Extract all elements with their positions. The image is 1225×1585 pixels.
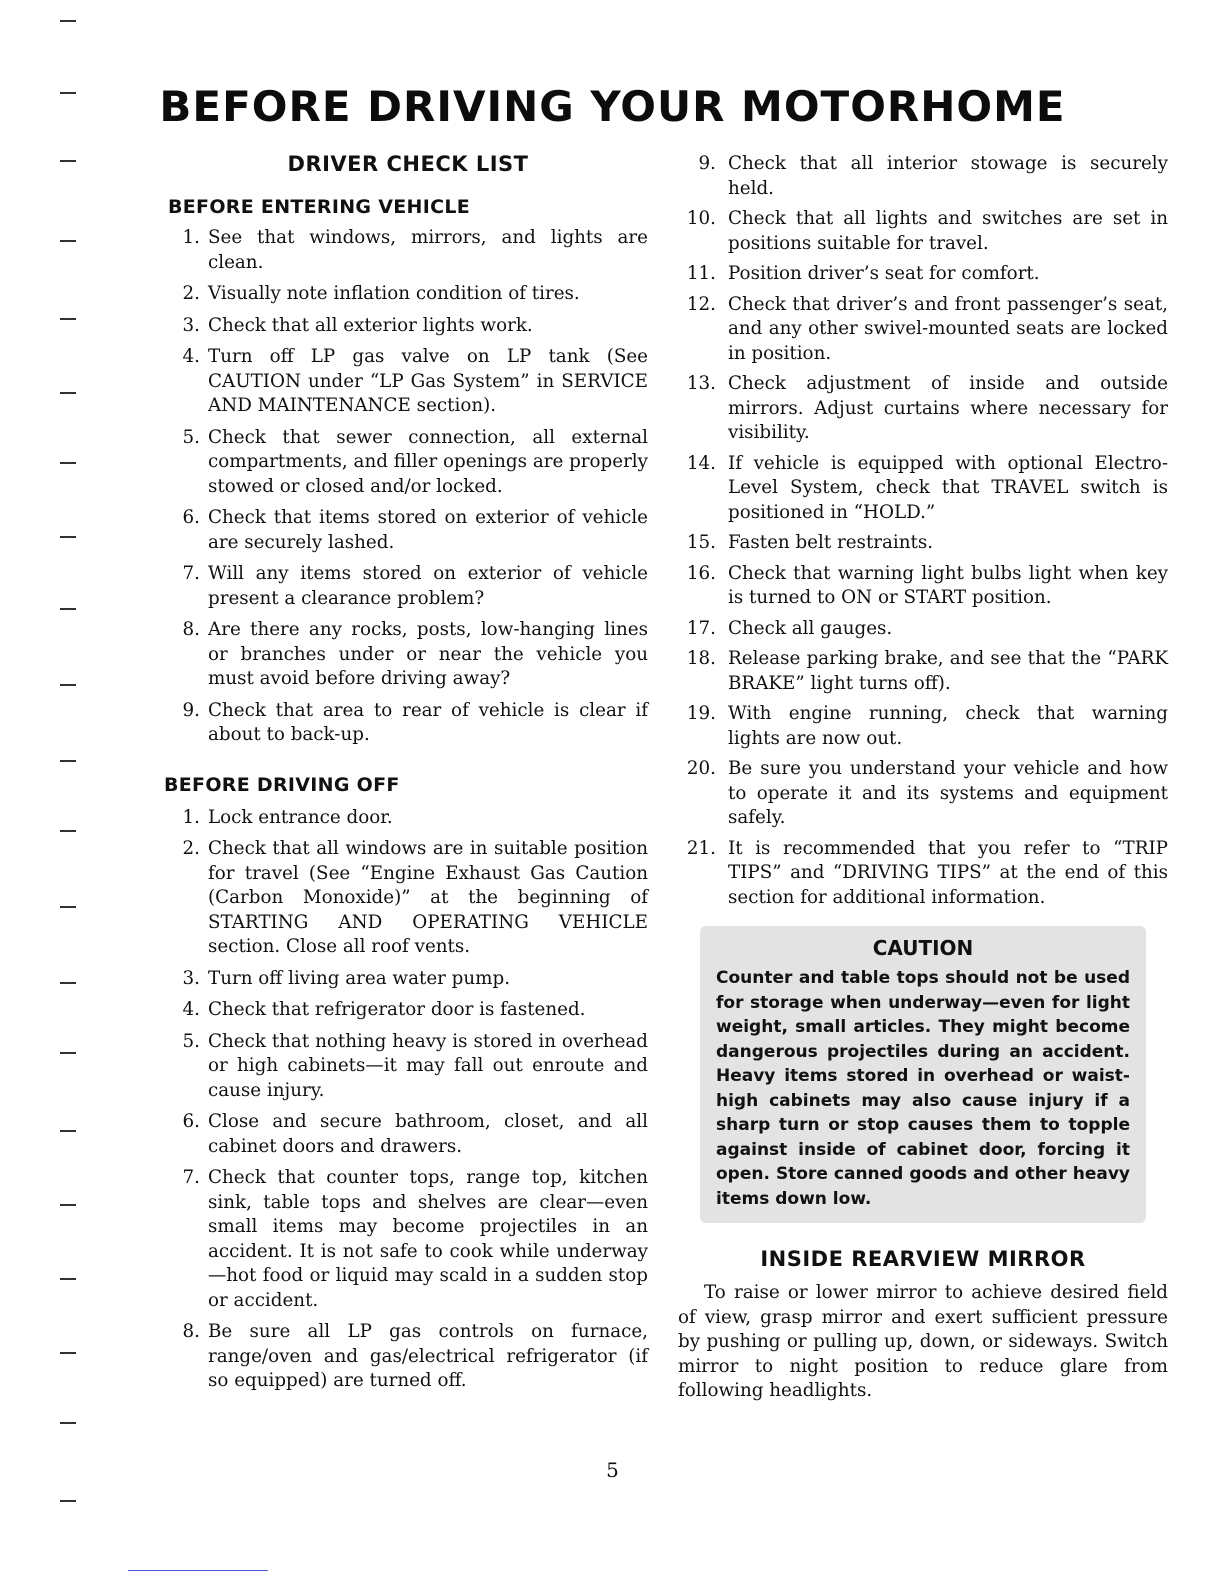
caution-title: CAUTION xyxy=(872,936,974,960)
margin-mark xyxy=(60,240,76,242)
margin-mark xyxy=(60,318,76,320)
list-item: 2. Check that all windows are in suitable position for travel (See “Engine Exhaust Gas Caution (Carbon Monoxide)” at the beginning of STARTING AND OPERATING VEHICLE section. Close all roof vents. xyxy=(182,838,648,957)
margin-mark xyxy=(60,760,76,762)
list-item: 11. Position driver’s seat for comfort. xyxy=(686,263,1040,284)
margin-mark xyxy=(60,160,76,162)
margin-mark xyxy=(60,684,76,686)
margin-mark xyxy=(60,982,76,984)
list-item: 3. Turn off living area water pump. xyxy=(182,967,511,989)
before-driving-heading: BEFORE DRIVING OFF xyxy=(164,773,400,796)
before-entering-heading: BEFORE ENTERING VEHICLE xyxy=(168,196,471,218)
page-title: BEFORE DRIVING YOUR MOTORHOME xyxy=(159,82,1066,131)
list-item: 7. Check that counter tops, range top, kitchen sink, table tops and shelves are clear—even small items may become projectiles in an accident. It is not safe to cook while underway—hot food or liquid may scald in a sudden stop or accident. xyxy=(182,1167,648,1311)
footer-rule xyxy=(128,1570,268,1571)
list-item: 9. Check that area to rear of vehicle is clear if about to back-up. xyxy=(182,699,648,745)
caution-text: Counter and table tops should not be used for storage when underway—even for light weight, small articles. They might become dangerous projectiles during an accident. Heavy items stored in overhead or waist-high cabinets may also cause injury if a sharp turn or stop causes them to topple against inside of cabinet door, forcing it open. Store canned goods and other heavy items down low. xyxy=(716,968,1130,1209)
list-item: 19. With engine running, check that warning lights are now out. xyxy=(686,703,1168,749)
list-item: 5. Check that nothing heavy is stored in overhead or high cabinets—it may fall out enroute and cause injury. xyxy=(182,1030,648,1101)
before-driving-list xyxy=(168,806,648,1394)
list-item: 3. Check that all exterior lights work. xyxy=(182,314,533,336)
continued-checklist xyxy=(678,152,1168,910)
margin-mark xyxy=(60,1204,76,1206)
list-item: 6. Check that items stored on exterior of vehicle are securely lashed. xyxy=(182,507,648,553)
list-item: 15. Fasten belt restraints. xyxy=(686,532,934,553)
left-column xyxy=(164,152,648,1401)
list-item: 5. Check that sewer connection, all external compartments, and filler openings are properly stowed or closed and/or locked. xyxy=(182,426,648,497)
list-item: 16. Check that warning light bulbs light when key is turned to ON or START position. xyxy=(686,562,1168,608)
list-item: 8. Be sure all LP gas controls on furnace, range/oven and gas/electrical refrigerator (if so equipped) are turned off. xyxy=(182,1321,648,1391)
margin-mark xyxy=(60,1500,76,1502)
list-item: 21. It is recommended that you refer to “TRIP TIPS” and “DRIVING TIPS” at the end of this section for additional information. xyxy=(686,837,1168,908)
list-item: 4. Check that refrigerator door is fastened. xyxy=(182,999,586,1020)
margin-mark xyxy=(60,20,76,22)
margin-mark xyxy=(60,830,76,832)
list-item: 4. Turn off LP gas valve on LP tank (See CAUTION under “LP Gas System” in SERVICE AND MAINTENANCE section). xyxy=(182,346,648,416)
list-item: 8. Are there any rocks, posts, low-hanging lines or branches under or near the vehicle you must avoid before driving away? xyxy=(182,619,648,689)
list-item: 1. See that windows, mirrors, and lights are clean. xyxy=(182,227,648,273)
list-item: 14. If vehicle is equipped with optional Electro-Level System, check that TRAVEL switch is positioned in “HOLD.” xyxy=(686,452,1168,523)
margin-mark xyxy=(60,1052,76,1054)
margin-mark xyxy=(60,1352,76,1354)
page-number: 5 xyxy=(606,1458,619,1482)
margin-mark xyxy=(60,462,76,464)
mirror-text: To raise or lower mirror to achieve desired field of view, grasp mirror and exert sufficient pressure by pushing or pulling up, down, or sideways. Switch mirror to night position to reduce glare from following headlights. xyxy=(678,1282,1168,1401)
before-entering-list xyxy=(168,226,648,748)
list-item: 18. Release parking brake, and see that the “PARK BRAKE” light turns off). xyxy=(686,648,1168,694)
list-item: 1. Lock entrance door. xyxy=(182,806,393,828)
list-item: 17. Check all gauges. xyxy=(686,617,893,639)
list-item: 20. Be sure you understand your vehicle and how to operate it and its systems and equipment safely. xyxy=(686,758,1168,828)
list-item: 12. Check that driver’s and front passenger’s seat, and any other swivel-mounted seats are locked in position. xyxy=(686,293,1168,364)
margin-mark xyxy=(60,1130,76,1132)
margin-marks xyxy=(0,0,110,1585)
margin-mark xyxy=(60,608,76,610)
list-item: 13. Check adjustment of inside and outside mirrors. Adjust curtains where necessary for visibility. xyxy=(686,373,1168,443)
right-column xyxy=(678,152,1168,1404)
list-item: 10. Check that all lights and switches are set in positions suitable for travel. xyxy=(686,208,1168,254)
margin-mark xyxy=(60,392,76,394)
checklist-title: DRIVER CHECK LIST xyxy=(287,152,529,176)
margin-mark xyxy=(60,1278,76,1280)
mirror-title: INSIDE REARVIEW MIRROR xyxy=(760,1247,1086,1271)
list-item: 7. Will any items stored on exterior of vehicle present a clearance problem? xyxy=(182,563,648,609)
list-item: 2. Visually note inflation condition of tires. xyxy=(182,283,580,304)
caution-box xyxy=(700,926,1146,1223)
margin-mark xyxy=(60,1422,76,1424)
margin-mark xyxy=(60,536,76,538)
list-item: 6. Close and secure bathroom, closet, and all cabinet doors and drawers. xyxy=(182,1111,648,1157)
list-item: 9. Check that all interior stowage is securely held. xyxy=(698,153,1168,199)
margin-mark xyxy=(60,906,76,908)
